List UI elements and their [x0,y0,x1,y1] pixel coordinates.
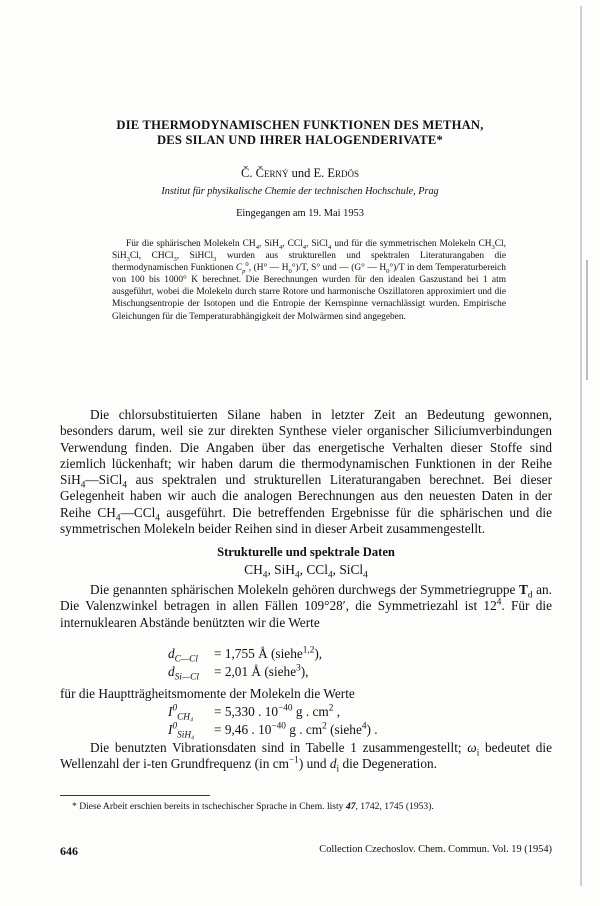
body-subscript: i [476,748,480,759]
authors [60,166,540,181]
abstract-subscript: 3 [126,255,130,263]
intro-paragraph [60,407,552,537]
abstract-subscript: 3 [491,243,495,251]
body-subscript: i [336,764,340,775]
running-head: Collection Czechoslov. Chem. Commun. Vol. 19 (1954) [319,844,552,855]
abstract-subscript: 3 [213,255,217,263]
abstract-subscript: 4 [255,243,259,251]
abstract-subscript: 4 [302,243,306,251]
symmetry-group: T [518,582,528,597]
author-2: E. Erdös [313,166,359,180]
received-date: Eingegangen am 19. Mai 1953 [236,208,364,219]
degeneration-symbol: d [329,756,337,772]
abstract-text: Cl, CHCl [129,251,174,262]
section-heading: Strukturelle und spektrale Daten [217,545,395,559]
abstract-subscript: 0 [288,268,292,276]
equation-rhs: = 1,755 Å (siehe [214,646,303,661]
equation-end: , [333,704,341,719]
abstract-symbol: C [235,263,243,274]
equation-subscript: SiH₄ [177,730,195,741]
formula-subscript: 4 [363,570,368,581]
body-superscript: −1 [288,755,299,766]
section-header [60,544,552,581]
equation-i-ch4 [168,703,341,723]
equation-d-sicl [168,663,309,683]
formula-subscript: 4 [262,570,268,581]
authors-and: und [291,166,311,180]
body-text: Die benutzten Vibrationsdaten sind in Tabelle 1 zusammengestellt; [90,740,468,755]
equation-end: ) . [366,722,378,737]
footnote [60,801,552,812]
reference-superscript: 4 [361,721,367,732]
equation-end: (siehe [326,722,362,737]
footnote-divider [60,795,210,796]
scan-edge-line [580,6,582,886]
abstract-text: und für die symmetrischen Molekeln CH [331,239,492,249]
equation-superscript: 0 [172,721,178,732]
footnote-text: * Diese Arbeit erschien bereits in tschechischer Sprache in Chem. listy [72,801,346,812]
body-text: Die genannten sphärischen Molekeln gehören durchwegs der Symmetriegruppe [90,582,519,597]
body-subscript: 4 [80,480,86,491]
abstract-text: , SiHCl [176,251,214,262]
paper-title [60,118,540,148]
body-text: an. Die Valenzwinkel betragen in allen Fällen 109°28′, die Symmetriezahl ist 12 [60,582,552,614]
title-line-2: DES SILAN UND IHRER HALOGENDERIVATE* [157,133,443,147]
equation-i-sih4 [168,721,378,741]
omega-symbol: ω [467,740,477,755]
moments-intro: für die Hauptträgheitsmomente der Molekeln die Werte [60,686,355,701]
abstract-text: , (H° — H [248,263,289,274]
body-text: aus spektralen und strukturellen Literaturangaben berechnet. Bei dieser Gelegenheit haben wir auch die analogen Berechnungen aus den neuesten Daten in der Reihe CH [60,472,552,520]
abstract-subscript: 4 [328,243,332,251]
body-text: ausgeführt. Die betreffenden Ergebnisse für die sphärischen und die symmetrischen Molekeln beider Reihen sind in dieser Arbeit zusammengestellt. [60,504,552,537]
body-text: . Für die internuklearen Abstände benützten wir die Werte [60,598,552,630]
body-subscript: 4 [155,513,160,524]
formula-subscript: 4 [327,570,333,581]
equation-superscript: 0 [172,703,178,714]
equation-d-ccl [168,645,323,665]
author-1: Č. Černý [241,166,289,180]
equation-rhs: = 2,01 Å (siehe [214,664,297,679]
formula-subscript: 4 [294,570,300,581]
abstract-text: , SiCl [306,239,329,249]
abstract [112,238,506,323]
equation-exponent: −40 [271,721,286,732]
abstract-text: , SiH [259,239,279,249]
body-text: ) und [298,756,330,772]
abstract-text: Cl, SiH [112,239,506,262]
equation-end: ), [314,646,323,661]
equation-exponent: 2 [328,703,334,714]
formula-text: , SiCl [332,562,364,577]
body-text: —SiCl [85,472,123,488]
equation-exponent: 2 [322,721,327,732]
reference-superscript: 1,2 [302,645,315,656]
footnote-text: , 1742, 1745 (1953). [355,801,434,812]
abstract-subscript: p [242,268,246,276]
equation-lhs: I [168,704,173,719]
body-text: bedeutet die Wellenzahl der i-ten Grundfrequenz (in cm [60,740,552,772]
abstract-subscript: 3 [173,255,177,263]
body-subscript: 4 [115,513,121,524]
abstract-text: wurden aus strukturellen und spektralen Literaturangaben die thermodynamischen Funktionen [112,251,506,274]
abstract-superscript: 0 [245,261,249,269]
formula-text: , CCl [299,562,328,577]
abstract-text: , CCl [282,239,303,249]
equation-lhs: d [168,664,175,679]
body-text: die Degeneration. [339,756,437,772]
equation-subscript: CH₄ [177,712,194,723]
equation-unit: g . cm [285,722,323,737]
symmetry-paragraph [60,582,552,631]
formula-text: , SiH [267,562,295,577]
abstract-text: °)/T in dem Temperaturbereich von 100 bis 1000° K berechnet. Die Berechnungen wurden für den idealen Gaszustand bei 1 atm ausgeführt, wobei die Molekeln durch starre Rotore und harmonische Oszillatoren approximiert und die Mischungsentropie der Isotopen und die Entropie der Kernspinne vernachlässigt wurden. Empirische Gleichungen für die Temperaturabhängigkeit der Molwärmen sind angegeben. [112,263,506,322]
equation-lhs: I [168,722,173,737]
abstract-text: °)/T, S° und — (G° — H [291,263,387,274]
equation-lhs: d [168,646,175,661]
page-number: 646 [60,844,78,858]
scan-edge-line-inner [586,260,588,380]
body-subscript: d [527,590,533,601]
abstract-subscript: 4 [278,243,283,251]
title-line-1: DIE THERMODYNAMISCHEN FUNKTIONEN DES METHAN, [116,118,484,132]
equation-subscript: Si—Cl [174,672,199,683]
body-subscript: 4 [122,480,127,491]
abstract-subscript: 0 [386,268,390,276]
equation-exponent: −40 [278,703,293,714]
equation-rhs: = 9,46 . 10 [214,722,272,737]
footnote-volume: 47 [345,801,356,812]
abstract-text: Für die sphärischen Molekeln CH [126,239,256,249]
vibration-paragraph [60,740,552,773]
reference-superscript: 4 [496,597,502,608]
institute-affiliation: Institut für physikalische Chemie der technischen Hochschule, Prag [161,186,439,197]
formula-text: CH [244,562,263,577]
body-text: Die chlorsubstituierten Silane haben in letzter Zeit an Bedeutung gewonnen, besonders darum, weil sie zur direkten Synthese vieler organischer Siliciumverbindungen Verwendung finden. Die Angaben über das energetische Verhalten dieser Stoffe sind ziemlich lückenhaft; wir haben darum die thermodynamischen Funktionen in der Reihe SiH [60,407,552,488]
equation-end: ), [300,664,309,679]
reference-superscript: 3 [296,663,301,674]
equation-unit: g . cm [292,704,329,719]
body-text: —CCl [120,504,156,520]
equation-subscript: C—Cl [174,654,198,665]
equation-rhs: = 5,330 . 10 [214,704,279,719]
section-formula [60,561,552,581]
